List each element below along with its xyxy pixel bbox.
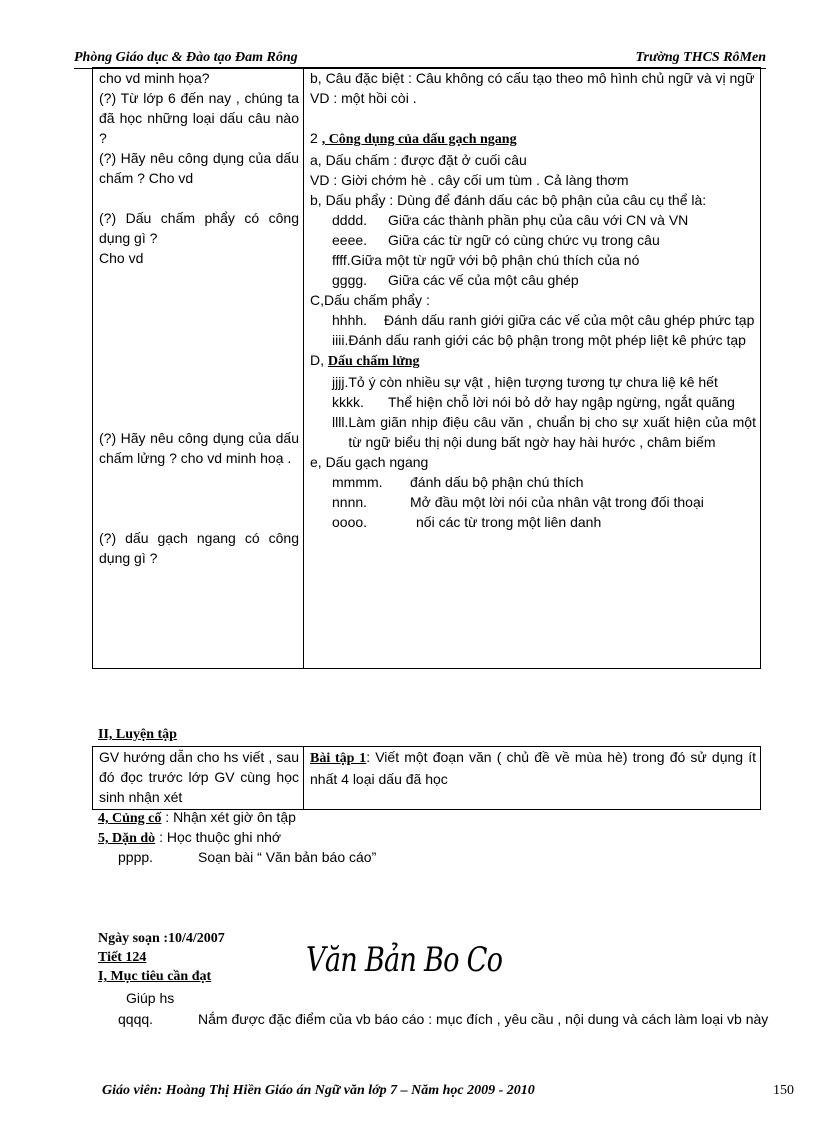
list-item: nnnn. Mở đầu một lời nói của nhân vật trong đối thoại [332, 494, 704, 510]
date-line: Ngày soạn :10/4/2007 [98, 931, 225, 946]
header-left: Phòng Giáo dục & Đào tạo Đam Rông [74, 50, 298, 65]
objective-intro: Giúp hs [126, 990, 175, 1006]
lesson-table [92, 67, 761, 669]
list-item: hhhh. Đánh dấu ranh giới giữa các vế của một câu ghép phức tạp [332, 312, 755, 328]
homework-line: 5, Dặn dò : Học thuộc ghi nhớ [98, 829, 282, 846]
lesson-title-image: Văn Bản Bo Co [306, 940, 503, 980]
answer-text: b, Câu đặc biệt : Câu không có cấu tạo theo mô hình chủ ngữ và vị ngữ [310, 70, 755, 86]
answer-text: C,Dấu chấm phẩy : [310, 292, 430, 308]
footer-text: Giáo viên: Hoàng Thị Hiền Giáo án Ngữ văn lớp 7 – Năm học 2009 - 2010 [102, 1083, 535, 1098]
section-heading: 2 , Công dụng của dấu gạch ngang [310, 130, 517, 147]
answer-text: a, Dấu chấm : được đặt ở cuối câu [310, 152, 527, 168]
section-heading: D, Dấu chấm lửng [310, 352, 420, 369]
consolidation-line: 4, Củng cố : Nhận xét giờ ôn tập [98, 809, 296, 826]
answer-text: VD : Giời chớm hè . cây cối um tùm . Cả làng thơm [310, 172, 629, 188]
list-item: dddd. Giữa các thành phần phụ của câu với CN và VN [332, 212, 689, 228]
question-text: (?) Dấu chấm phẩy có công dụng gì ? [99, 210, 299, 246]
list-item: mmmm. đánh dấu bộ phận chú thích [332, 474, 584, 490]
header-right: Trường THCS RôMen [635, 50, 766, 65]
answer-column [304, 68, 761, 669]
section-practice-heading: II, Luyện tập [98, 727, 177, 742]
practice-left: GV hướng dẫn cho hs viết , sau đó đọc trước lớp GV cùng học sinh nhận xét [93, 747, 304, 810]
question-column [93, 68, 304, 669]
question-text: Cho vd [99, 250, 144, 266]
list-item: ffff. Giữa một từ ngữ với bộ phận chú thích của nó [332, 252, 640, 268]
objective-item: qqqq. Nắm được đặc điểm của vb báo cáo : mục đích , yêu cầu , nội dung và cách làm loại vb này [118, 1011, 769, 1027]
list-item: llll. Làm giãn nhịp điệu câu văn , chuẩn bị cho sự xuất hiện của một từ ngữ biểu thị nội dung bất ngờ hay hài hước , châm biếm [332, 414, 756, 450]
page-footer [102, 1083, 794, 1099]
homework-item: pppp. Soạn bài “ Văn bản báo cáo” [118, 849, 377, 865]
objectives-heading: I, Mục tiêu cần đạt [98, 969, 212, 984]
question-text: (?) Hãy nêu công dụng của dấu chấm lửng ? cho vd minh hoạ . [99, 430, 299, 466]
answer-text: VD : một hồi còi . [310, 90, 417, 106]
lesson-number: Tiết 124 [98, 950, 147, 965]
question-text: (?) dấu gạch ngang có công dụng gì ? [99, 530, 299, 566]
practice-right: Bài tập 1: Viết một đoạn văn ( chủ đề về mùa hè) trong đó sử dụng ít nhất 4 loại dấu đã học [304, 747, 761, 810]
page-number: 150 [773, 1083, 794, 1098]
answer-text: e, Dấu gạch ngang [310, 454, 429, 470]
question-text: (?) Từ lớp 6 đến nay , chúng ta đã học những loại dấu câu nào ? [99, 90, 299, 146]
list-item: iiii. Đánh dấu ranh giới các bộ phận trong một phép liệt kê phức tạp [332, 332, 746, 348]
answer-text: b, Dấu phẩy : Dùng để đánh dấu các bộ phận của câu cụ thể là: [310, 192, 707, 208]
list-item: gggg. Giữa các vế của một câu ghép [332, 272, 579, 288]
practice-table [92, 746, 761, 810]
list-item: jjjj. Tỏ ý còn nhiều sự vật , hiện tượng tương tự chưa liệ kê hết [332, 374, 718, 390]
list-item: eeee. Giữa các từ ngữ có cùng chức vụ trong câu [332, 232, 660, 248]
exercise-label: Bài tập 1 [310, 751, 367, 766]
question-text: (?) Hãy nêu công dụng của dấu chấm ? Cho vd [99, 150, 299, 186]
list-item: kkkk. Thể hiện chỗ lời nói bỏ dở hay ngập ngừng, ngắt quãng [332, 394, 735, 410]
list-item: oooo. nối các từ trong một liên danh [332, 514, 602, 530]
question-text: cho vd minh họa? [99, 70, 210, 86]
